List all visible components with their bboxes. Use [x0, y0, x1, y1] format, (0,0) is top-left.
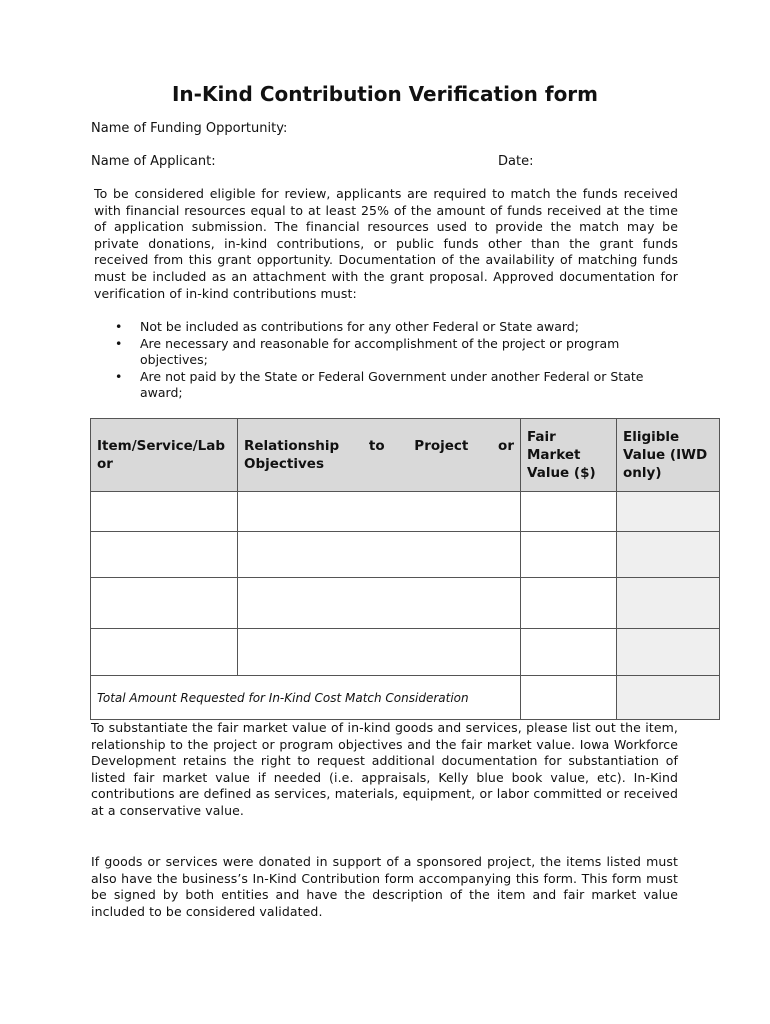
table-row — [91, 578, 720, 629]
table-header-row — [91, 419, 720, 492]
header-fair-market-value: Fair Market Value ($) — [521, 419, 617, 492]
relationship-cell[interactable] — [238, 578, 521, 629]
eligible-value-cell — [617, 629, 720, 676]
relationship-cell[interactable] — [238, 492, 521, 532]
list-item — [115, 319, 680, 336]
bullet-icon: • — [115, 335, 123, 351]
table-row — [91, 629, 720, 676]
fair-value-cell[interactable] — [521, 629, 617, 676]
substantiation-paragraph: To substantiate the fair market value of in-kind goods and services, please list out the item, relationship to the project or program objectives and the fair market value. Iowa Workforce Development retains the right to request additional documentation for substantiation of listed fair market value if needed (i.e. appraisals, Kelly blue book value, etc). In-Kind contributions are defined as services, materials, equipment, or labor committed or received at a conservative value. — [91, 720, 678, 818]
list-item — [115, 336, 680, 369]
eligible-value-cell — [617, 578, 720, 629]
intro-paragraph — [94, 186, 678, 302]
item-cell[interactable] — [91, 492, 238, 532]
intro-text: To be considered eligible for review, applicants are required to match the funds received with financial resources equal to at least 25% of the amount of funds received at the time of application submission. The financial resources used to provide the match may be private donations, in-kind contributions, or public funds other than the grant funds received from this grant opportunity. Documentation of the availability of matching funds must be included as an attachment with the grant proposal. Approved documentation for verification of in-kind contributions must: — [94, 186, 678, 301]
bullet-icon: • — [115, 368, 123, 384]
table-row — [91, 492, 720, 532]
relationship-cell[interactable] — [238, 532, 521, 578]
table-row — [91, 532, 720, 578]
eligible-value-cell — [617, 532, 720, 578]
page-title: In-Kind Contribution Verification form — [171, 82, 599, 106]
total-eligible-value-cell — [617, 676, 720, 720]
total-fair-value-cell[interactable] — [521, 676, 617, 720]
header-eligible-value: Eligible Value (IWD only) — [617, 419, 720, 492]
header-relationship: Relationship to Project or Objectives — [238, 419, 521, 492]
eligible-value-cell — [617, 492, 720, 532]
fair-value-cell[interactable] — [521, 532, 617, 578]
funding-opportunity-label: Name of Funding Opportunity: — [91, 121, 288, 136]
bullet-icon: • — [115, 319, 123, 334]
item-cell[interactable] — [91, 629, 238, 676]
date-label: Date: — [498, 154, 534, 169]
applicant-name-label: Name of Applicant: — [91, 154, 216, 169]
contribution-table — [90, 418, 720, 720]
requirements-list — [115, 319, 680, 402]
list-item-text: Are not paid by the State or Federal Government under another Federal or State award; — [140, 368, 644, 401]
list-item-text: Not be included as contributions for any other Federal or State award; — [140, 319, 579, 334]
item-cell[interactable] — [91, 578, 238, 629]
fair-value-cell[interactable] — [521, 492, 617, 532]
total-row — [91, 676, 720, 720]
fair-value-cell[interactable] — [521, 578, 617, 629]
relationship-cell[interactable] — [238, 629, 521, 676]
header-item-service-labor: Item/Service/Labor — [91, 419, 238, 492]
donation-paragraph: If goods or services were donated in support of a sponsored project, the items listed must also have the business’s In-Kind Contribution form accompanying this form. This form must be signed by both entities and have the description of the item and fair market value included to be considered validated. — [91, 854, 678, 919]
total-label: Total Amount Requested for In-Kind Cost Match Consideration — [91, 676, 521, 720]
item-cell[interactable] — [91, 532, 238, 578]
list-item-text: Are necessary and reasonable for accomplishment of the project or program objectives; — [140, 335, 620, 368]
list-item — [115, 369, 680, 402]
